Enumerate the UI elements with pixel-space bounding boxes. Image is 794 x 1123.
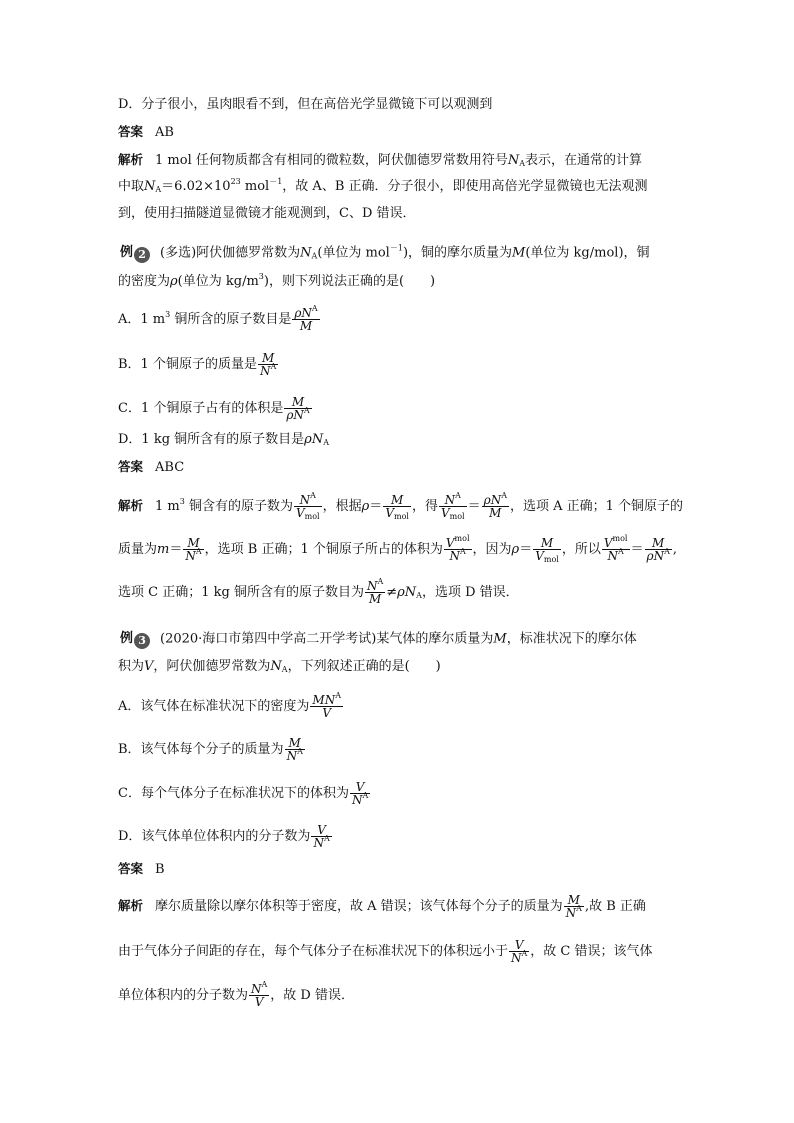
exp: 3 (258, 272, 264, 281)
sym-n: N (444, 493, 456, 507)
fraction (365, 577, 385, 606)
text: ，选项 A 正确；1 个铜原子的 (509, 499, 684, 514)
denominator (602, 547, 630, 563)
sym-a: A (261, 980, 268, 989)
example-number-icon: 2 (134, 247, 150, 263)
denominator (285, 747, 305, 763)
text: ＝ (467, 499, 481, 514)
sym-a: A (460, 547, 466, 556)
answer-label: 答案 (118, 861, 144, 876)
sym-n: N (301, 306, 312, 320)
text: A．该气体在标准状况下的密度为 (118, 699, 310, 714)
sym-v: V (317, 823, 326, 837)
text: 积为 (118, 659, 145, 674)
analysis-label: 解析 (118, 152, 144, 167)
sym-n: N (286, 749, 298, 763)
text: ，根据 (322, 499, 362, 514)
example-3-answer (118, 859, 165, 880)
sym-n: N (366, 579, 378, 593)
sym-mol: mol (449, 512, 465, 521)
sym-n: N (313, 836, 324, 850)
sym-n: N (293, 408, 304, 422)
example-2-analysis-2 (118, 534, 677, 564)
denominator (444, 547, 472, 563)
fraction (602, 534, 630, 563)
text: 摩尔质量除以摩尔体积等于密度，故 A 错误；该气体每个分子的质量为 (155, 899, 563, 914)
sym-n: N (270, 659, 282, 674)
exp: 3 (165, 310, 171, 319)
sym-a: A (416, 591, 422, 600)
text: A．1 m (118, 312, 166, 327)
sym-a: A (323, 834, 330, 843)
example-3-analysis-1 (118, 894, 646, 919)
text: 表示，在通常的计算 (525, 153, 643, 168)
denominator (311, 834, 331, 850)
text: ，下列叙述正确的是( ) (287, 659, 441, 674)
text: , (584, 899, 590, 914)
sym-m: M (187, 536, 200, 550)
sym-n: N (653, 549, 665, 563)
text: (单位为 mol (317, 245, 390, 261)
text: D．1 kg 铜所含有的原子数目是 (118, 432, 305, 447)
sym-n: N (449, 549, 461, 563)
example-label: 例 (120, 631, 134, 646)
sym-n: N (507, 153, 520, 168)
sym-v: V (144, 659, 154, 674)
sym-m: M (291, 395, 305, 409)
example-3-line-2 (118, 657, 441, 677)
sym-rho: ρ (170, 274, 178, 289)
denominator (292, 320, 319, 332)
fraction (258, 352, 278, 377)
text: (单位为 kg/m (177, 274, 259, 289)
sym-mol: mol (612, 534, 628, 543)
sym-rho: ρ (294, 306, 302, 320)
fraction (311, 824, 331, 849)
sym-n: N (311, 432, 324, 447)
analysis-line-3 (118, 204, 416, 224)
sym-m: M (299, 319, 313, 333)
sym-rho: ρ (361, 499, 370, 514)
denominator (564, 904, 584, 920)
sym-v: V (355, 780, 365, 794)
text: ，阿伏伽德罗常数为 (153, 659, 271, 674)
sym-n: N (511, 951, 522, 965)
sym-v: V (254, 995, 264, 1009)
fraction (183, 537, 203, 562)
sym-rho: ρ (286, 408, 294, 422)
sym-a: A (664, 547, 670, 556)
text: ，得 (411, 499, 438, 514)
fraction (444, 534, 472, 563)
sym-m: M (390, 493, 404, 507)
sym-a: A (310, 491, 316, 500)
example-2-option-d (118, 430, 329, 450)
text: 1 mol 任何物质都含有相同的微粒数，阿伏伽德罗常数用符号 (155, 153, 508, 168)
sym-rho: ρ (304, 432, 312, 447)
sym-m: M (652, 536, 665, 550)
denominator (258, 362, 278, 378)
exp: －1 (389, 243, 403, 253)
analysis-label: 解析 (118, 898, 144, 913)
fraction (482, 491, 509, 520)
text: ＝ (169, 542, 183, 557)
example-3-option-a (118, 691, 344, 720)
sym-n: N (259, 364, 271, 378)
text: ＝ (519, 542, 533, 557)
sym-mol: mol (454, 534, 470, 543)
sym-m-small: m (157, 542, 170, 557)
sym-n: N (404, 585, 417, 600)
sym-n: N (324, 693, 336, 707)
text: ，选项 B 正确；1 个铜原子所占的体积为 (204, 542, 443, 557)
denominator (509, 949, 529, 965)
text: ≠ (386, 585, 398, 600)
sym-a: A (303, 406, 310, 415)
text: ，故 C 错误；该气体 (530, 944, 653, 959)
text: mol (240, 179, 270, 194)
text: 质量为 (118, 542, 158, 557)
fraction (285, 737, 305, 762)
denominator (284, 406, 311, 422)
denominator (365, 593, 385, 605)
text: 选项 C 正确；1 kg 铜所含有的原子数目为 (118, 585, 364, 600)
text: ，选项 D 错误． (421, 585, 519, 600)
text: C．每个气体分子在标准状况下的体积为 (118, 786, 349, 801)
fraction (509, 939, 529, 964)
denominator (533, 550, 561, 562)
text: (多选)阿伏伽德罗常数为 (160, 245, 301, 261)
sym-n: N (185, 549, 196, 563)
sym-a: A (335, 691, 341, 700)
fraction (350, 781, 370, 806)
answer-value: B (155, 862, 165, 877)
sym-a: A (362, 791, 369, 800)
text: (2020·海口市第四中学高二开学考试)某气体的摩尔质量为 (160, 631, 494, 647)
fraction (284, 396, 311, 421)
sym-a: A (501, 491, 507, 500)
text: (单位为 kg/mol)，铜 (525, 245, 650, 261)
analysis-label: 解析 (118, 498, 144, 513)
sym-n: N (607, 549, 619, 563)
sym-a: A (377, 577, 384, 586)
text: 铜含有的原子数为 (184, 499, 293, 514)
text: B．该气体每个分子的质量为 (118, 742, 284, 757)
text: ，因为 (472, 542, 512, 557)
sym-v: V (295, 506, 305, 520)
sym-n: N (299, 493, 311, 507)
fraction (439, 491, 467, 521)
sym-m: M (567, 893, 580, 907)
sym-m: M (368, 592, 382, 606)
denominator (645, 547, 672, 563)
fraction (292, 304, 319, 333)
example-3-option-d (118, 824, 333, 849)
sym-m: M (493, 631, 507, 647)
sym-v: V (322, 706, 332, 720)
sym-a: A (281, 665, 288, 674)
denominator (383, 507, 411, 519)
sym-n: N (490, 493, 502, 507)
denominator (482, 507, 509, 519)
text: 铜所含的原子数目是 (170, 312, 292, 327)
sym-a: A (155, 185, 162, 194)
fraction (533, 537, 561, 562)
text: ＝ (630, 542, 644, 557)
example-3-option-c (118, 781, 371, 806)
denominator (183, 547, 203, 563)
text: )，铜的摩尔质量为 (402, 245, 513, 261)
exp: －1 (269, 177, 283, 186)
example-2-option-c (118, 396, 313, 421)
fraction (564, 894, 584, 919)
answer-value: AB (155, 125, 174, 140)
fraction (310, 691, 343, 720)
text: C．1 个铜原子占有的体积是 (118, 401, 284, 416)
text: 到，使用扫描隧道显微镜才能观测到，C、D 错误． (118, 206, 416, 221)
sym-m: M (261, 351, 275, 365)
denominator (439, 507, 467, 519)
fraction (383, 494, 411, 519)
analysis-line-2 (118, 177, 648, 197)
sym-m: M (540, 536, 554, 550)
text: ，故 A、B 正确．分子很小，即使用高倍光学显微镜也无法观测 (282, 179, 648, 194)
sym-a: A (311, 304, 318, 313)
text: )，则下列说法正确的是( ) (263, 274, 436, 289)
answer-value: ABC (155, 460, 185, 475)
text: ，所以 (561, 542, 601, 557)
text: ＝ (369, 499, 383, 514)
example-number-icon: 3 (134, 633, 150, 649)
denominator (310, 707, 343, 719)
sym-m: M (288, 736, 301, 750)
text: ，故 D 错误． (270, 988, 354, 1003)
option-text: D．分子很小，虽肉眼看不到，但在高倍光学显微镜下可以观测到 (118, 97, 493, 112)
sym-a: A (618, 547, 624, 556)
example-2-line-1 (118, 243, 650, 264)
sym-v: V (445, 536, 455, 550)
example-3-analysis-2 (118, 939, 653, 964)
sym-n: N (251, 982, 262, 996)
sym-a: A (195, 547, 202, 556)
sym-n: N (351, 793, 363, 807)
text: 由于气体分子间距的存在，每个气体分子在标准状况下的体积远小于 (118, 944, 509, 959)
example-3-line-1 (118, 629, 637, 650)
sym-a: A (455, 491, 461, 500)
sym-v: V (514, 938, 524, 952)
example-label: 例 (120, 245, 134, 260)
example-2-option-a (118, 304, 321, 333)
sym-rho: ρ (646, 549, 654, 563)
text: B．1 个铜原子的质量是 (118, 357, 257, 372)
text: 单位体积内的分子数为 (118, 988, 249, 1003)
exp: 3 (179, 497, 185, 506)
sym-rho: ρ (511, 542, 520, 557)
text: ，标准状况下的摩尔体 (506, 631, 637, 647)
sym-a: A (311, 251, 318, 261)
sym-a: A (521, 949, 528, 958)
example-2-line-2 (118, 272, 435, 292)
sym-rho: ρ (483, 493, 491, 507)
fraction (249, 980, 269, 1009)
example-2-answer (118, 457, 184, 478)
sym-a: A (576, 904, 582, 913)
option-d-line (118, 95, 492, 115)
sym-v: V (385, 506, 394, 520)
answer-label: 答案 (118, 459, 144, 474)
sym-a: A (270, 362, 277, 371)
text: , (672, 542, 677, 557)
example-3-option-b (118, 737, 306, 762)
text: D．该气体单位体积内的分子数为 (118, 829, 311, 844)
sym-m: M (489, 506, 502, 520)
example-badge (120, 243, 150, 263)
sym-v: V (603, 536, 613, 550)
sym-n: N (565, 906, 577, 920)
sym-v: V (440, 506, 450, 520)
example-badge (120, 629, 150, 649)
sym-m: M (312, 693, 325, 707)
denominator (350, 791, 370, 807)
denominator (294, 507, 322, 519)
denominator (249, 996, 269, 1008)
sym-m: M (512, 245, 526, 261)
sym-mol: mol (393, 512, 409, 521)
example-2-analysis-3 (118, 577, 519, 606)
analysis-line-1 (118, 150, 642, 171)
sym-a: A (519, 159, 526, 168)
sym-rho: ρ (397, 585, 405, 600)
sym-a: A (297, 747, 303, 756)
sym-n: N (144, 179, 156, 194)
example-3-analysis-3 (118, 980, 354, 1009)
text: 1 m (155, 499, 180, 514)
answer-label: 答案 (118, 124, 144, 139)
answer-line (118, 122, 174, 143)
sym-v: V (535, 549, 544, 563)
sym-a: A (323, 438, 329, 447)
example-2-option-b (118, 352, 279, 377)
fraction (645, 537, 672, 562)
sym-mol: mol (304, 512, 320, 521)
fraction (294, 491, 322, 521)
text: ＝6.02×10 (161, 179, 231, 194)
text: 中取 (118, 179, 145, 194)
sym-mol: mol (543, 555, 559, 564)
sym-n: N (300, 245, 312, 261)
text: 故 B 正确 (589, 899, 646, 914)
exp: 23 (230, 177, 241, 186)
text: 的密度为 (118, 274, 171, 289)
example-2-analysis-1 (118, 491, 684, 521)
